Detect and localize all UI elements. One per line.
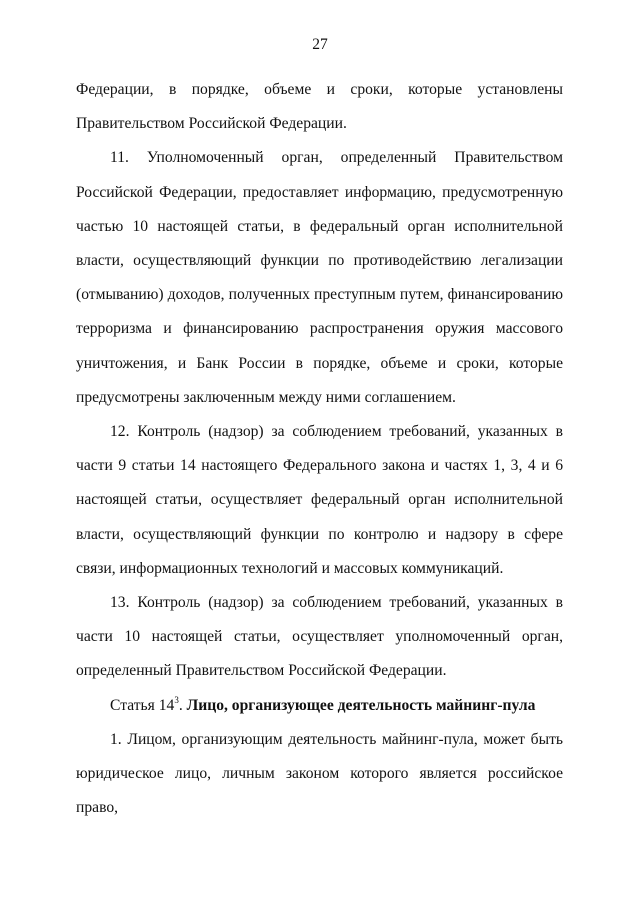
paragraph-12: 12. Контроль (надзор) за соблюдением требований, указанных в части 9 статьи 14 настоящего Федерального закона и частях 1, 3, 4 и 6 настоящей статьи, осуществляет федеральный орган исполнительной власти, осуществляющий функции по контролю и надзору в сфере связи, информационных технологий и массовых коммуникаций. (76, 423, 563, 577)
article-heading (76, 689, 563, 723)
article-title: Лицо, организующее деятельность майнинг-пула (186, 696, 536, 714)
paragraph-continuation: Федерации, в порядке, объеме и сроки, которые установлены Правительством Российской Федерации. (76, 81, 563, 133)
document-body (76, 73, 563, 825)
paragraph-13: 13. Контроль (надзор) за соблюдением требований, указанных в части 10 настоящей статьи, осуществляет уполномоченный орган, определенный Правительством Российской Федерации. (76, 594, 563, 680)
article-separator: . (178, 696, 187, 714)
article-superscript: 3 (174, 694, 179, 705)
article-number: Статья 14 (110, 696, 175, 714)
paragraph-11: 11. Уполномоченный орган, определенный Правительством Российской Федерации, предоставляет информацию, предусмотренную частью 10 настоящей статьи, в федеральный орган исполнительной власти, осуществляющий функции по противодействию легализации (отмыванию) доходов, полученных преступным путем, финансированию терроризма и финансированию распространения оружия массового уничтожения, и Банк России в порядке, объеме и сроки, которые предусмотрены заключенным между ними соглашением. (76, 149, 563, 406)
page-number: 27 (312, 36, 328, 53)
article-paragraph-1: 1. Лицом, организующим деятельность майнинг-пула, может быть юридическое лицо, личным законом которого является российское право, (76, 730, 563, 817)
